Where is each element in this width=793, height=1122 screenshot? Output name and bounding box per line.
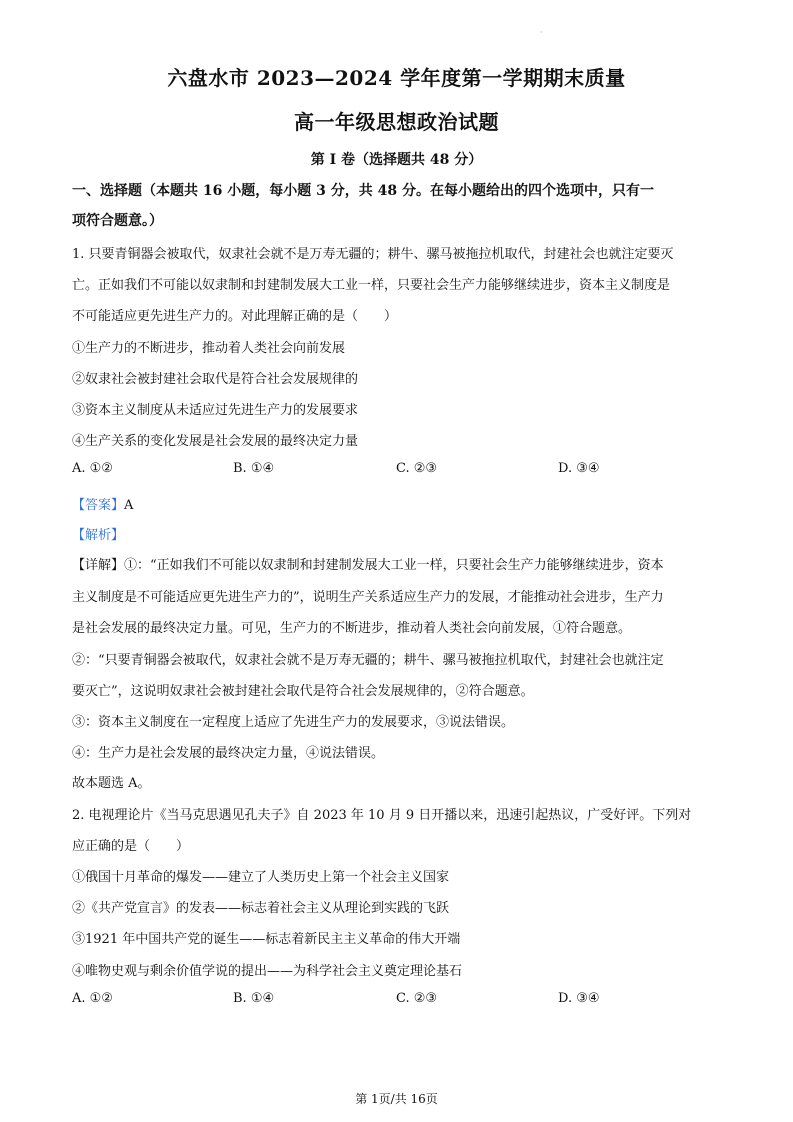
q1-stem-line1: 1. 只要青铜器会被取代，奴隶社会就不是万寿无疆的；耕牛、骡马被拖拉机取代，封建社会也就注定要灭 <box>72 247 674 262</box>
q2-statement-2: ②《共产党宣言》的发表——标志着社会主义从理论到实践的飞跃 <box>72 901 450 916</box>
q1-detail-line1 <box>72 554 664 573</box>
q2-statement-4: ④唯物史观与剩余价值学说的提出——为科学社会主义奠定理论基石 <box>72 964 463 979</box>
page-number: 第 1页/共 16页 <box>355 1092 438 1106</box>
q1-conclusion: 故本题选 A。 <box>72 776 151 791</box>
q1-detail-line2: 主义制度是不可能适应更先进生产力的”，说明生产关系适应生产力的发展，才能推动社会进步，生产力 <box>72 590 664 605</box>
q1-stem-line3: 不可能适应更先进生产力的。对此理解正确的是（ ） <box>72 309 398 324</box>
q1-detail-line5: 要灭亡”，这说明奴隶社会被封建社会取代是符合社会发展规律的，②符合题意。 <box>72 684 534 699</box>
q1-detail-line6: ③：资本主义制度在一定程度上适应了先进生产力的发展要求，③说法错误。 <box>72 715 515 730</box>
q1-detail-line3: 是社会发展的最终决定力量。可见，生产力的不断进步，推动着人类社会向前发展，①符合题意。 <box>72 621 632 636</box>
part-title: 第 I 卷（选择题共 48 分） <box>310 152 483 168</box>
q2-stem-line1: 2. 电视理论片《当马克思遇见孔夫子》自 2023 年 10 月 9 日开播以来，迅速引起热议，广受好评。下列对 <box>72 808 692 823</box>
exam-title: 六盘水市 2023—2024 学年度第一学期期末质量 <box>167 66 626 90</box>
answer-value: A <box>124 498 134 513</box>
detail-label: 【详解】 <box>72 558 125 573</box>
section-heading-line2: 项符合题意。） <box>72 213 163 229</box>
answer-label: 【答案】 <box>72 498 125 513</box>
q2-stem-line2: 应正确的是（ ） <box>72 839 190 854</box>
q1-answer <box>72 494 133 513</box>
scan-dot: · <box>540 28 543 37</box>
q1-statement-1: ①生产力的不断进步，推动着人类社会向前发展 <box>72 341 346 356</box>
q2-option-d: D. ③④ <box>558 991 600 1006</box>
analysis-label: 【解析】 <box>72 528 125 543</box>
q1-option-c: C. ②③ <box>396 461 438 476</box>
q2-statement-1: ①俄国十月革命的爆发——建立了人类历史上第一个社会主义国家 <box>72 870 450 885</box>
q1-detail-line4: ②：“只要青铜器会被取代，奴隶社会就不是万寿无疆的；耕牛、骡马被拖拉机取代，封建社会也就注定 <box>72 653 664 668</box>
exam-subtitle: 高一年级思想政治试题 <box>294 110 499 134</box>
q1-option-d: D. ③④ <box>558 461 600 476</box>
q2-option-a: A. ①② <box>72 991 113 1006</box>
q1-detail-line7: ④：生产力是社会发展的最终决定力量，④说法错误。 <box>72 746 385 761</box>
q2-option-c: C. ②③ <box>396 991 438 1006</box>
section-heading <box>72 176 722 236</box>
q1-statement-2: ②奴隶社会被封建社会取代是符合社会发展规律的 <box>72 372 359 387</box>
q1-option-a: A. ①② <box>72 461 113 476</box>
q1-statement-3: ③资本主义制度从未适应过先进生产力的发展要求 <box>72 403 359 418</box>
q1-option-b: B. ①④ <box>233 461 275 476</box>
section-heading-line1: 一、选择题（本题共 16 小题，每小题 3 分，共 48 分。在每小题给出的四个选项中，只有一 <box>72 183 654 199</box>
detail-text-1: ①：“正如我们不可能以奴隶制和封建制发展大工业一样，只要社会生产力能够继续进步，资本 <box>124 558 664 573</box>
q1-statement-4: ④生产关系的变化发展是社会发展的最终决定力量 <box>72 434 359 449</box>
q1-stem-line2: 亡。正如我们不可能以奴隶制和封建制发展大工业一样，只要社会生产力能够继续进步，资本主义制度是 <box>72 278 671 293</box>
q2-option-b: B. ①④ <box>233 991 275 1006</box>
q1-analysis <box>72 524 124 543</box>
q2-statement-3: ③1921 年中国共产党的诞生——标志着新民主主义革命的伟大开端 <box>72 932 461 947</box>
